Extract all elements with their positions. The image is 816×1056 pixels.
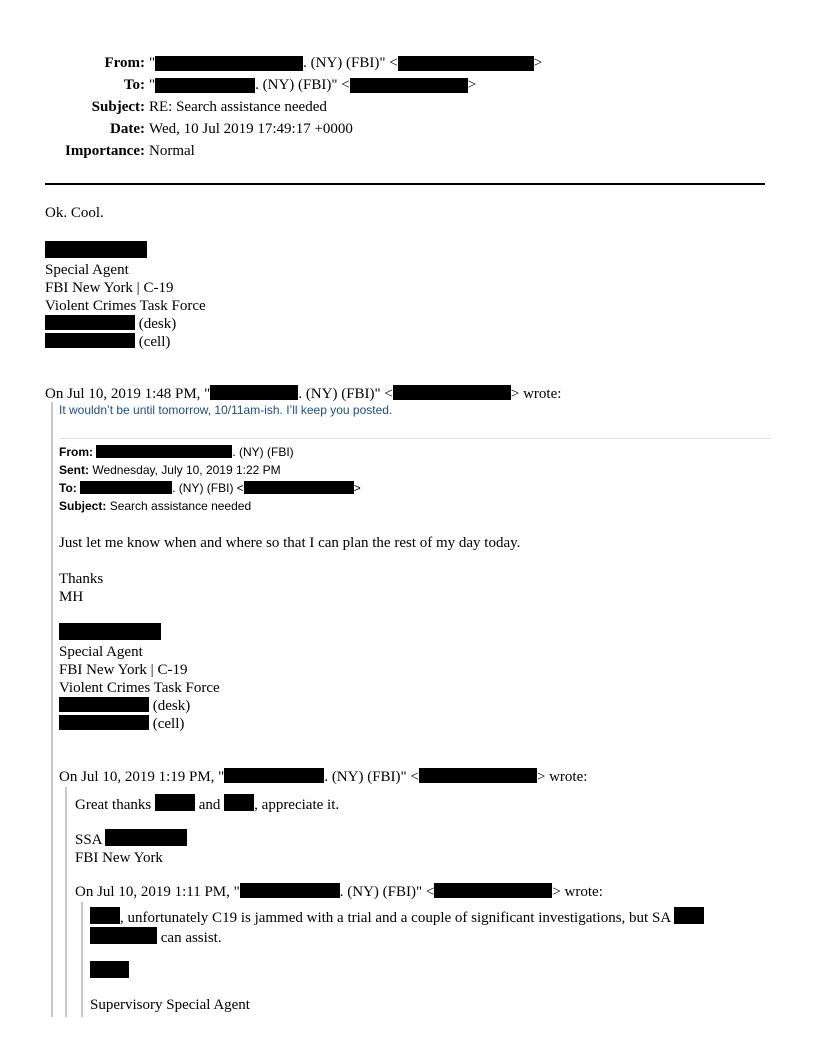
redaction <box>155 78 255 93</box>
great-prefix: Great thanks <box>75 797 152 813</box>
redaction <box>419 768 537 783</box>
quote2-thanks <box>75 794 339 814</box>
to-label: To: <box>123 77 145 93</box>
signature <box>45 241 206 351</box>
redaction <box>244 481 354 494</box>
redaction <box>90 927 157 944</box>
redaction <box>155 56 303 71</box>
attribution-suffix: > wrote: <box>510 386 562 402</box>
attribution-prefix: On Jul 10, 2019 1:48 PM, " <box>45 386 211 402</box>
redaction <box>393 385 511 400</box>
forward-header <box>59 443 361 515</box>
fwd-sent-value: Wednesday, July 10, 2019 1:22 PM <box>92 463 281 477</box>
importance-row <box>45 140 542 162</box>
quote2-signature <box>75 829 187 867</box>
sig-desk: (desk) <box>138 316 177 332</box>
forward-divider <box>59 438 771 439</box>
quote3-body <box>90 907 704 947</box>
importance-value: Normal <box>149 143 195 159</box>
email-header <box>45 52 542 162</box>
quote1-attribution <box>45 385 561 403</box>
date-row <box>45 118 542 140</box>
redaction <box>105 829 187 846</box>
to-close: > <box>467 77 477 93</box>
reply-text: Ok. Cool. <box>45 205 104 221</box>
date-label: Date: <box>110 121 145 137</box>
ssa-office: FBI New York <box>75 850 163 866</box>
fwd-to-label: To: <box>59 481 77 495</box>
quote2-bar <box>65 787 67 1017</box>
fwd-signature <box>59 623 220 733</box>
redaction <box>96 445 232 458</box>
redaction <box>155 794 195 811</box>
redaction <box>240 883 340 898</box>
redaction <box>59 697 149 712</box>
attribution-suffix: > wrote: <box>536 769 588 785</box>
redaction <box>59 623 161 640</box>
fwd-from-label: From: <box>59 445 93 459</box>
redaction <box>59 715 149 730</box>
fwd-subject-value: Search assistance needed <box>109 499 252 513</box>
to-quote: " <box>149 77 156 93</box>
redaction <box>90 907 120 924</box>
fwd-from-value: . (NY) (FBI) <box>232 445 294 459</box>
redaction <box>210 385 298 400</box>
to-row <box>45 74 542 96</box>
ssa-label: SSA <box>75 832 102 848</box>
quote2-attribution <box>59 768 587 786</box>
header-divider <box>45 183 765 185</box>
quote3-line1: , unfortunately C19 is jammed with a trial and a couple of significant investigations, but SA <box>120 910 671 926</box>
redaction <box>45 241 147 258</box>
quote3-bar <box>81 902 83 1017</box>
sig-office: FBI New York | C-19 <box>59 662 188 678</box>
quote3-title: Supervisory Special Agent <box>90 997 250 1013</box>
redaction <box>674 907 704 924</box>
to-value: . (NY) (FBI)" < <box>255 77 350 93</box>
quote1-message: It wouldn’t be until tomorrow, 10/11am-ish. I’ll keep you posted. <box>59 403 393 417</box>
fwd-sent-label: Sent: <box>59 463 89 477</box>
attribution-mid: . (NY) (FBI)" < <box>298 386 393 402</box>
date-value: Wed, 10 Jul 2019 17:49:17 +0000 <box>149 121 353 137</box>
fwd-to-value: . (NY) (FBI) < <box>172 481 244 495</box>
great-and: and <box>198 797 221 813</box>
redaction <box>434 883 552 898</box>
sig-cell: (cell) <box>138 334 171 350</box>
redaction <box>80 481 172 494</box>
subject-label: Subject: <box>91 99 145 115</box>
from-row <box>45 52 542 74</box>
redaction <box>45 333 135 348</box>
redaction <box>90 961 129 978</box>
attribution-suffix: > wrote: <box>552 884 603 900</box>
from-close: > <box>533 55 543 71</box>
fwd-to-close: > <box>353 481 361 495</box>
redaction <box>350 78 468 93</box>
sig-desk: (desk) <box>152 698 191 714</box>
fwd-initials: MH <box>59 589 84 605</box>
attribution-mid: . (NY) (FBI)" < <box>339 884 435 900</box>
sig-cell: (cell) <box>152 716 185 732</box>
from-label: From: <box>104 55 145 71</box>
sig-title: Special Agent <box>45 262 129 278</box>
fwd-subject-label: Subject: <box>59 499 107 513</box>
importance-label: Importance: <box>65 143 145 159</box>
from-quote: " <box>149 55 156 71</box>
fwd-closing <box>59 570 103 606</box>
fwd-thanks: Thanks <box>59 571 104 587</box>
redaction <box>45 315 135 330</box>
sig-unit: Violent Crimes Task Force <box>45 298 206 314</box>
redaction <box>398 56 534 71</box>
fwd-body-line1: Just let me know when and where so that I can plan the rest of my day today. <box>59 535 521 551</box>
attribution-mid: . (NY) (FBI)" < <box>324 769 419 785</box>
quote3-sig-redaction <box>90 961 129 981</box>
subject-value: RE: Search assistance needed <box>149 99 327 115</box>
sig-unit: Violent Crimes Task Force <box>59 680 220 696</box>
great-suffix: , appreciate it. <box>254 797 340 813</box>
from-value: . (NY) (FBI)" < <box>303 55 398 71</box>
subject-row <box>45 96 542 118</box>
redaction <box>224 768 324 783</box>
redaction <box>224 794 254 811</box>
attribution-prefix: On Jul 10, 2019 1:19 PM, " <box>59 769 225 785</box>
quote1-bar <box>51 402 53 1017</box>
quote3-attribution <box>75 883 603 901</box>
sig-office: FBI New York | C-19 <box>45 280 174 296</box>
attribution-prefix: On Jul 10, 2019 1:11 PM, " <box>75 884 240 900</box>
quote3-line2: can assist. <box>160 930 222 946</box>
sig-title: Special Agent <box>59 644 143 660</box>
